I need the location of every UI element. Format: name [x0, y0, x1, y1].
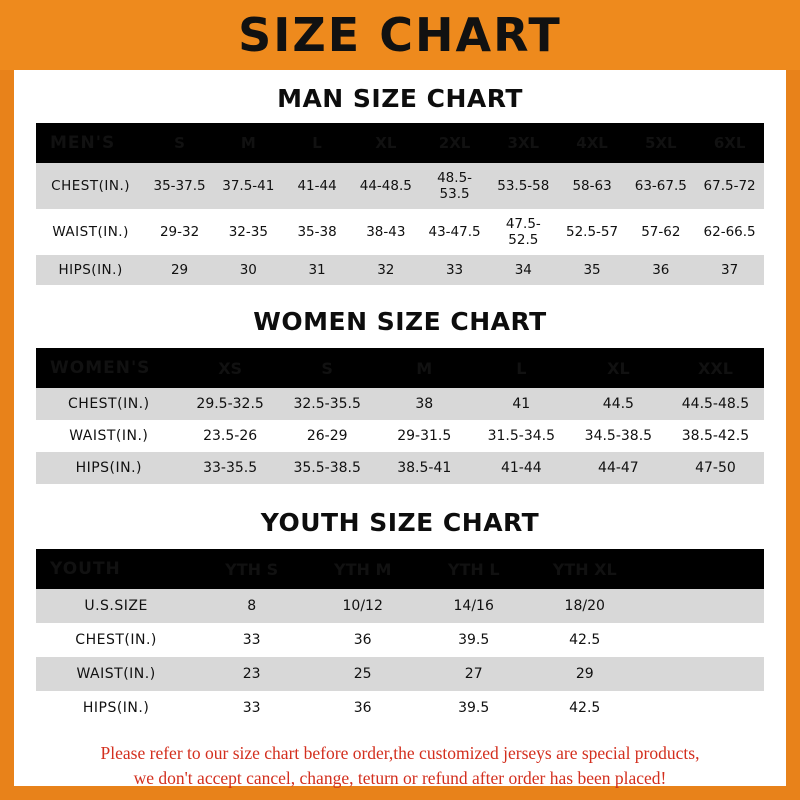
man-table-body: [36, 163, 764, 285]
cell: 27: [418, 657, 529, 691]
cell: 62-66.5: [695, 209, 764, 255]
page-banner: [0, 0, 800, 70]
cell: 44.5: [570, 388, 667, 420]
cell: 32.5-35.5: [279, 388, 376, 420]
cell: 37.5-41: [214, 163, 283, 209]
cell: [640, 657, 764, 691]
cell: 10/12: [307, 589, 418, 623]
cell: 23.5-26: [182, 420, 279, 452]
cell: 34: [489, 255, 558, 285]
page-title: SIZE CHART: [238, 8, 562, 62]
header-cell-mens: MEN'S: [36, 123, 145, 163]
cell: 53.5-58: [489, 163, 558, 209]
footer-note: [36, 741, 764, 792]
cell: 32-35: [214, 209, 283, 255]
cell: 36: [626, 255, 695, 285]
cell: [640, 623, 764, 657]
row-label: WAIST(IN.): [36, 209, 145, 255]
section-title-youth: YOUTH SIZE CHART: [260, 508, 540, 537]
cell: 57-62: [626, 209, 695, 255]
header-cell-s: S: [145, 123, 214, 163]
header-cell-xxl: XXL: [667, 348, 764, 388]
row-label: WAIST(IN.): [36, 657, 196, 691]
table-row: [36, 623, 764, 657]
section-title-women: WOMEN SIZE CHART: [253, 307, 547, 336]
cell: 39.5: [418, 623, 529, 657]
cell: 35-37.5: [145, 163, 214, 209]
man-size-table: [36, 123, 764, 285]
cell: 29: [529, 657, 640, 691]
cell: 29.5-32.5: [182, 388, 279, 420]
header-cell-yth-xl: YTH XL: [529, 549, 640, 589]
women-table-body: [36, 388, 764, 484]
cell: [640, 589, 764, 623]
cell: 63-67.5: [626, 163, 695, 209]
table-row: [36, 163, 764, 209]
header-cell-2xl: 2XL: [420, 123, 489, 163]
cell: 33-35.5: [182, 452, 279, 484]
header-cell-5xl: 5XL: [626, 123, 695, 163]
header-cell-empty: [640, 549, 764, 589]
cell: 44.5-48.5: [667, 388, 764, 420]
cell: 41: [473, 388, 570, 420]
cell: 33: [196, 623, 307, 657]
header-cell-3xl: 3XL: [489, 123, 558, 163]
table-header-row: [36, 348, 764, 388]
row-label: CHEST(IN.): [36, 163, 145, 209]
table-row: [36, 388, 764, 420]
women-size-table: [36, 348, 764, 484]
header-cell-yth-l: YTH L: [418, 549, 529, 589]
cell: 18/20: [529, 589, 640, 623]
header-cell-xl: XL: [351, 123, 420, 163]
cell: 36: [307, 623, 418, 657]
table-header-row: [36, 549, 764, 589]
cell: 42.5: [529, 691, 640, 725]
cell: 23: [196, 657, 307, 691]
table-header-row: [36, 123, 764, 163]
header-cell-yth-s: YTH S: [196, 549, 307, 589]
cell: 48.5-53.5: [420, 163, 489, 209]
cell: 33: [196, 691, 307, 725]
youth-table-body: [36, 589, 764, 725]
cell: 33: [420, 255, 489, 285]
women-table-head: [36, 348, 764, 388]
cell: 42.5: [529, 623, 640, 657]
section-man: [36, 84, 764, 285]
content-area: [14, 84, 786, 792]
row-label: WAIST(IN.): [36, 420, 182, 452]
cell: 44-47: [570, 452, 667, 484]
table-row: [36, 420, 764, 452]
cell: 58-63: [558, 163, 627, 209]
table-row: [36, 691, 764, 725]
row-label: CHEST(IN.): [36, 623, 196, 657]
cell: 52.5-57: [558, 209, 627, 255]
header-cell-m: M: [214, 123, 283, 163]
section-title-man: MAN SIZE CHART: [277, 84, 523, 113]
cell: 26-29: [279, 420, 376, 452]
cell: 35-38: [283, 209, 352, 255]
row-label: HIPS(IN.): [36, 452, 182, 484]
cell: 39.5: [418, 691, 529, 725]
youth-size-table: [36, 549, 764, 725]
cell: 29: [145, 255, 214, 285]
cell: 37: [695, 255, 764, 285]
cell: 31.5-34.5: [473, 420, 570, 452]
cell: [640, 691, 764, 725]
section-women: [36, 307, 764, 484]
table-row: [36, 209, 764, 255]
cell: 29-32: [145, 209, 214, 255]
row-label: U.S.SIZE: [36, 589, 196, 623]
cell: 36: [307, 691, 418, 725]
header-cell-xs: XS: [182, 348, 279, 388]
header-cell-youth: YOUTH: [36, 549, 196, 589]
man-table-head: [36, 123, 764, 163]
cell: 29-31.5: [376, 420, 473, 452]
table-row: [36, 657, 764, 691]
cell: 34.5-38.5: [570, 420, 667, 452]
cell: 67.5-72: [695, 163, 764, 209]
cell: 14/16: [418, 589, 529, 623]
cell: 32: [351, 255, 420, 285]
cell: 41-44: [473, 452, 570, 484]
cell: 44-48.5: [351, 163, 420, 209]
cell: 41-44: [283, 163, 352, 209]
cell: 47-50: [667, 452, 764, 484]
section-youth: [36, 508, 764, 725]
header-cell-yth-m: YTH M: [307, 549, 418, 589]
youth-table-head: [36, 549, 764, 589]
cell: 38-43: [351, 209, 420, 255]
cell: 38.5-42.5: [667, 420, 764, 452]
cell: 47.5-52.5: [489, 209, 558, 255]
header-cell-l: L: [473, 348, 570, 388]
header-cell-6xl: 6XL: [695, 123, 764, 163]
cell: 30: [214, 255, 283, 285]
header-cell-4xl: 4XL: [558, 123, 627, 163]
cell: 38.5-41: [376, 452, 473, 484]
header-cell-xl: XL: [570, 348, 667, 388]
cell: 35.5-38.5: [279, 452, 376, 484]
table-row: [36, 589, 764, 623]
cell: 31: [283, 255, 352, 285]
header-cell-m: M: [376, 348, 473, 388]
footer-note-line1: Please refer to our size chart before order,the customized jerseys are special products,: [100, 743, 700, 763]
cell: 43-47.5: [420, 209, 489, 255]
footer-note-line2: we don't accept cancel, change, teturn or refund after order has been placed!: [133, 768, 667, 789]
row-label: CHEST(IN.): [36, 388, 182, 420]
row-label: HIPS(IN.): [36, 255, 145, 285]
header-cell-s: S: [279, 348, 376, 388]
cell: 8: [196, 589, 307, 623]
cell: 38: [376, 388, 473, 420]
table-row: [36, 452, 764, 484]
header-cell-l: L: [283, 123, 352, 163]
header-cell-womens: WOMEN'S: [36, 348, 182, 388]
cell: 25: [307, 657, 418, 691]
row-label: HIPS(IN.): [36, 691, 196, 725]
cell: 35: [558, 255, 627, 285]
table-row: [36, 255, 764, 285]
